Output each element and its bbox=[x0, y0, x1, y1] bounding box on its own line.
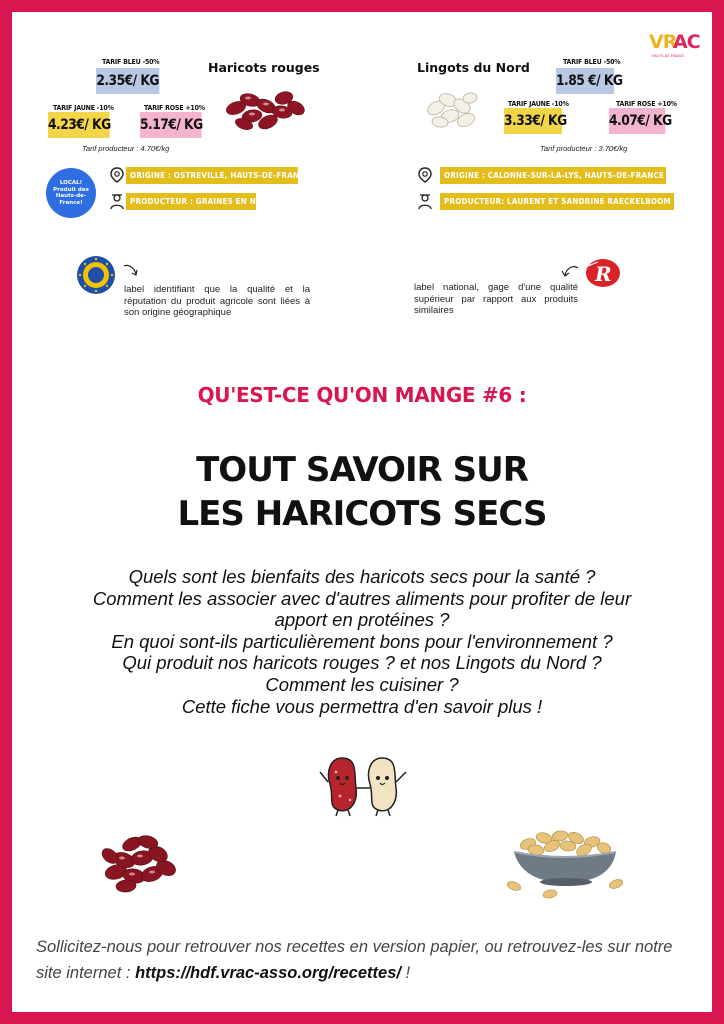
tarif-rose-price: 5.17€/ KG bbox=[140, 112, 202, 138]
tarif-producteur-right: Tarif producteur : 3.70€/kg bbox=[540, 144, 628, 153]
local-badge: LOCAL! Produit des Hauts-de-France! bbox=[46, 168, 96, 218]
tarif-rose-price-right: 4.07€/ KG bbox=[609, 108, 665, 134]
igp-description: label identifiant que la qualité et la réputation du produit agricole sont liées à son origine géographique bbox=[124, 284, 310, 318]
svg-text:AC: AC bbox=[673, 31, 700, 53]
product-title-left: Haricots rouges bbox=[208, 60, 320, 75]
red-beans-image bbox=[222, 84, 308, 136]
tarif-bleu-price: 2.35€/ KG bbox=[96, 68, 159, 94]
svg-text:HAUTS-DE-FRANCE: HAUTS-DE-FRANCE bbox=[652, 54, 685, 58]
arrow-icon bbox=[560, 264, 580, 280]
svg-text:R: R bbox=[595, 262, 612, 286]
tarif-bleu-price-right: 1.85 €/ KG bbox=[556, 68, 614, 94]
question-line: Qui produit nos haricots rouges ? et nos Lingots du Nord ? bbox=[122, 652, 602, 674]
question-line: apport en protéines ? bbox=[274, 609, 450, 631]
tarif-rose-label: TARIF ROSE +10% bbox=[144, 104, 205, 112]
white-beans-image bbox=[424, 86, 480, 132]
tarif-bleu-label: TARIF BLEU -50% bbox=[102, 58, 160, 66]
tarif-jaune-price-right: 3.33€/ KG bbox=[504, 108, 562, 134]
farmer-icon bbox=[108, 192, 126, 210]
footer-text bbox=[36, 934, 696, 986]
footer-message: Sollicitez-nous pour retrouver nos recettes en version papier, ou retrouvez-les sur notre site internet : bbox=[36, 938, 673, 982]
question-line: Comment les associer avec d'autres aliments pour profiter de leur bbox=[92, 587, 632, 609]
origine-bar-left: ORIGINE : OSTREVILLE, HAUTS-DE-FRANCE bbox=[126, 167, 298, 184]
tarif-jaune-label-right: TARIF JAUNE -10% bbox=[508, 100, 569, 108]
vrac-logo bbox=[648, 26, 700, 62]
tarif-jaune-price: 4.23€/ KG bbox=[48, 112, 110, 138]
farmer-icon bbox=[416, 192, 434, 210]
tarif-bleu-label-right: TARIF BLEU -50% bbox=[563, 58, 621, 66]
bean-bowl-image bbox=[504, 824, 626, 900]
tarif-producteur-left: Tarif producteur : 4.70€/kg bbox=[82, 144, 170, 153]
bean-characters-illustration bbox=[314, 752, 414, 816]
tarif-jaune-label: TARIF JAUNE -10% bbox=[53, 104, 114, 112]
question-line: Comment les cuisiner ? bbox=[265, 673, 459, 695]
questions-block bbox=[30, 566, 694, 717]
label-rouge-icon bbox=[584, 256, 622, 290]
igp-label-icon bbox=[76, 255, 116, 295]
origine-bar-right: ORIGINE : CALONNE-SUR-LA-LYS, HAUTS-DE-FRANCE bbox=[440, 167, 666, 184]
tarif-rose-label-right: TARIF ROSE +10% bbox=[616, 100, 677, 108]
red-beans-pile-image bbox=[96, 828, 182, 894]
footer-suffix: ! bbox=[400, 964, 411, 982]
main-title-line1: TOUT SAVOIR SUR bbox=[196, 450, 528, 490]
producteur-bar-right: PRODUCTEUR: LAURENT ET SANDRINE RAECKELBOOM bbox=[440, 193, 674, 210]
arrow-icon bbox=[122, 263, 140, 279]
svg-text:VR: VR bbox=[649, 31, 677, 53]
label-rouge-description: label national, gage d'une qualité supérieur par rapport aux produits similaires bbox=[414, 282, 578, 316]
product-title-right: Lingots du Nord bbox=[417, 60, 530, 75]
recipes-link[interactable]: https://hdf.vrac-asso.org/recettes/ bbox=[135, 964, 401, 982]
producteur-bar-left: PRODUCTEUR : GRAINES EN NORD bbox=[126, 193, 256, 210]
location-pin-icon bbox=[108, 166, 126, 184]
location-pin-icon bbox=[416, 166, 434, 184]
question-line: Quels sont les bienfaits des haricots secs pour la santé ? bbox=[128, 566, 596, 587]
question-line: En quoi sont-ils particulièrement bons pour l'environnement ? bbox=[111, 630, 613, 652]
main-title-line2: LES HARICOTS SECS bbox=[177, 494, 547, 534]
question-line: Cette fiche vous permettra d'en savoir plus ! bbox=[181, 695, 543, 717]
section-title: QU'EST-CE QU'ON MANGE #6 : bbox=[197, 383, 527, 407]
